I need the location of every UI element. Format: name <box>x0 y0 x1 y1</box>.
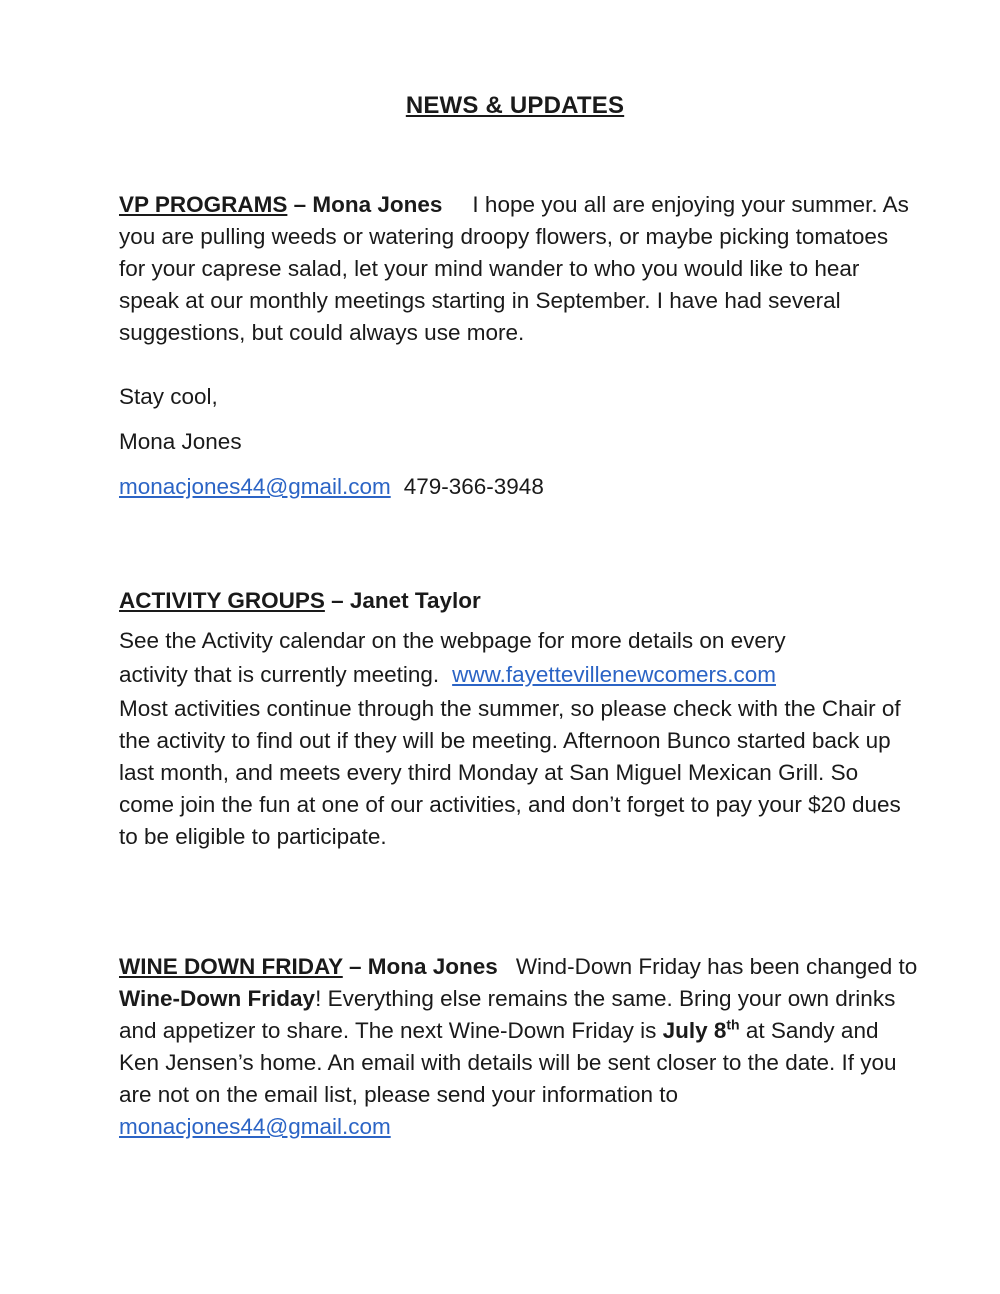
vp-programs-heading: VP PROGRAMS <box>119 192 288 217</box>
wine-down-heading: WINE DOWN FRIDAY <box>119 954 343 979</box>
wine-down-person: – Mona Jones <box>342 954 498 979</box>
activity-groups-person: – Janet Taylor <box>324 588 481 613</box>
activity-groups-heading-block <box>119 585 919 617</box>
wine-down-date-suffix: th <box>726 1016 740 1033</box>
wine-down-intro: Wind-Down Friday has been changed to <box>515 954 918 979</box>
wine-down-paragraph <box>119 951 919 1143</box>
vp-phone: 479-366-3948 <box>403 474 544 499</box>
vp-contact-line <box>119 471 919 503</box>
activity-groups-line1-block <box>119 625 919 657</box>
activity-groups-line2-block <box>119 659 919 691</box>
website-link[interactable]: www.fayettevillenewcomers.com <box>452 662 776 687</box>
activity-groups-heading: ACTIVITY GROUPS <box>119 588 325 613</box>
vp-signature-block <box>119 426 919 458</box>
vp-email-link[interactable]: monacjones44@gmail.com <box>119 474 391 499</box>
wine-down-date: July 8 <box>662 1018 727 1043</box>
vp-programs-signoff-block <box>119 381 919 413</box>
vp-programs-section <box>119 189 919 349</box>
vp-programs-person: – Mona Jones <box>287 192 443 217</box>
wine-down-new-name: Wine-Down Friday <box>119 986 316 1011</box>
activity-groups-heading-line <box>119 585 919 617</box>
vp-signoff: Stay cool, <box>119 384 218 409</box>
vp-programs-paragraph <box>119 189 919 349</box>
vp-signature: Mona Jones <box>119 429 242 454</box>
vp-programs-body: I hope you all are enjoying your summer. As you are pulling weeds or watering droopy flowers, or maybe picking tomatoes for your caprese salad, let your mind wander to who you would like to hear speak at our monthly meetings starting in September. I have had several suggestions, but could always use more. <box>119 192 909 345</box>
activity-groups-body: Most activities continue through the summer, so please check with the Chair of the activity to find out if they will be meeting. Afternoon Bunco started back up last month, and meets every third Monday at San Miguel Mexican Grill. So come join the fun at one of our activities, and don’t forget to pay your $20 dues to be eligible to participate. <box>119 696 901 849</box>
activity-groups-line2: activity that is currently meeting. <box>119 662 440 687</box>
activity-groups-body-block <box>119 693 919 853</box>
wine-down-text2: at Sandy and Ken Jensen’s home. An email with details will be sent closer to the date. If you are not on the email list, please send your information to <box>119 1018 897 1107</box>
page-title: NEWS & UPDATES <box>405 92 625 119</box>
wine-down-text1: ! Everything else remains the same. Bring your own drinks and appetizer to share. The next Wine-Down Friday is <box>119 986 896 1043</box>
wine-down-section <box>119 951 919 1143</box>
activity-groups-line1: See the Activity calendar on the webpage for more details on every <box>119 628 786 653</box>
activity-groups-line2-row <box>119 659 919 691</box>
vp-contact-block <box>119 471 919 503</box>
wine-down-email-link[interactable]: monacjones44@gmail.com <box>119 1114 391 1139</box>
